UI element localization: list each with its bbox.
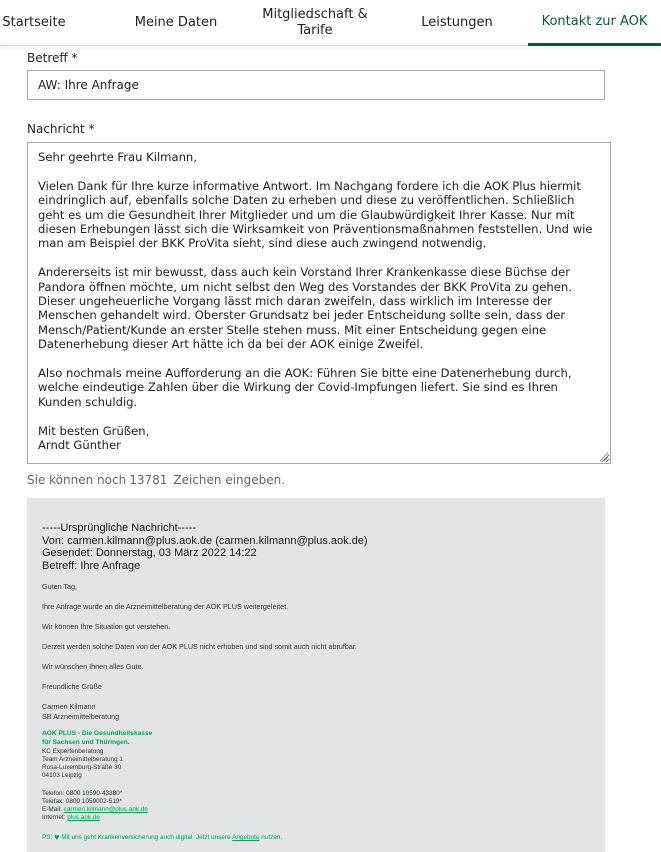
- mail-greeting: Guten Tag,: [42, 582, 78, 591]
- address-line: Team Arzneimittelberatung 1: [42, 756, 123, 763]
- main-navigation: [0, 0, 661, 46]
- angebote-link[interactable]: Angebote: [232, 834, 260, 841]
- counter-value: 13781: [129, 473, 168, 487]
- original-sent: Gesendet: Donnerstag, 03 März 2022 14:22: [42, 547, 257, 559]
- quoted-original-message: [27, 498, 605, 852]
- internet-prefix: Internet:: [42, 814, 66, 821]
- fax: Telefax: 0800 1059002-519*: [42, 798, 122, 805]
- tab-mitgliedschaft-tarife[interactable]: Mitgliedschaft & Tarife: [262, 7, 368, 38]
- message-paragraph: Mit besten Grüßen, Arndt Günther: [38, 423, 150, 453]
- message-paragraph: Andererseits ist mir bewusst, dass auch kein Vorstand Ihrer Krankenkasse diese Büchse der Pandora öffnen möchte, um nicht selbst den Weg des Vorstandes der BKK ProVita zu gehen. Dieser ungeheuerliche Vorgang lässt mich daran zweifeln, dass wirklich im Interesse der Menschen gehandelt wird. Oberster Grundsatz bei jeder Entscheidung sollte sein, dass der Mensch/Patient/Kunde an erster Stelle stehen muss. Mit einer Entscheidung gegen eine Datenerhebung dieser Art hätte ich da bei der AOK einige Zweifel.: [38, 265, 572, 352]
- sender-name: Carmen Kilmann: [42, 702, 96, 711]
- character-counter: [27, 473, 285, 487]
- original-from: Von: carmen.kilmann@plus.aok.de (carmen.kilmann@plus.aok.de): [42, 534, 368, 547]
- address-line: Rosa-Luxemburg-Straße 30: [42, 764, 122, 771]
- internet-link[interactable]: plus.aok.de: [67, 814, 100, 821]
- email-link[interactable]: carmen.kilmann@plus.aok.de: [63, 806, 148, 813]
- ps-line: [42, 832, 282, 842]
- heart-icon: ♥: [54, 832, 60, 842]
- tab-meine-daten[interactable]: Meine Daten: [134, 15, 218, 30]
- message-paragraph: Vielen Dank für Ihre kurze informative Antwort. Im Nachgang fordere ich die AOK Plus hiermit eindringlich auf, ebenfalls solche Daten zu erheben und diese zu veröffentlichen. Schließlich geht es um die Gesundheit Ihrer Mitglieder und um die Glaubwürdigkeit Ihrer Kasse. Nur mit diesen Erhebungen lässt sich die Wirksamkeit von Präventionsmaßnahmen feststellen. Und wie man am Beispiel der BKK ProVita sieht, sind diese auch zwingend notwendig.: [38, 178, 593, 251]
- org-name: AOK PLUS - Die Gesundheitskasse: [42, 730, 153, 737]
- message-paragraph: Sehr geehrte Frau Kilmann,: [38, 150, 197, 164]
- internet-line: [42, 814, 100, 821]
- original-separator: -----Ursprüngliche Nachricht-----: [42, 522, 197, 534]
- mail-line: Wir können Ihre Situation gut verstehen.: [42, 622, 171, 631]
- message-textarea[interactable]: [27, 142, 611, 464]
- subject-label: Betreff *: [27, 51, 78, 65]
- mail-closing: Freundliche Grüße: [42, 682, 102, 691]
- sender-department: SB Arzneimittelberatung: [42, 712, 120, 721]
- tab-leistungen[interactable]: Leistungen: [421, 15, 493, 30]
- mail-line: Ihre Anfrage wurde an die Arzneimittelberatung der AOK PLUS weitergeleitet.: [42, 602, 289, 611]
- counter-suffix: Zeichen eingeben.: [173, 473, 286, 487]
- subject-input[interactable]: [27, 70, 605, 100]
- resize-handle-icon[interactable]: [598, 451, 609, 462]
- org-region: für Sachsen und Thüringen.: [42, 739, 130, 746]
- tab-startseite[interactable]: Startseite: [2, 15, 66, 30]
- address-line: KC Expertenberatung: [42, 748, 104, 755]
- mail-line: Derzeit werden solche Daten von der AOK PLUS nicht erhoben und sind somit auch nicht abrufbar.: [42, 642, 357, 651]
- message-label: Nachricht *: [27, 122, 95, 136]
- address-line: 04103 Leipzig: [42, 772, 82, 779]
- ps-prefix: PS:: [42, 834, 53, 841]
- phone: Telefon: 0800 10590-43380*: [42, 790, 123, 797]
- email-prefix: E-Mail:: [42, 806, 62, 813]
- mail-line: Wir wünschen Ihnen alles Gute.: [42, 662, 144, 671]
- original-header: [42, 522, 368, 572]
- email-line: [42, 806, 148, 813]
- original-subject: Betreff: Ihre Anfrage: [42, 559, 141, 572]
- ps-text: Mit uns geht Krankenversicherung auch digital. Jetzt unsere: [61, 834, 231, 841]
- tab-kontakt-zur-aok[interactable]: Kontakt zur AOK: [528, 0, 661, 46]
- ps-suffix: nutzen.: [261, 834, 283, 841]
- counter-prefix: Sie können noch: [27, 473, 127, 487]
- message-paragraph: Also nochmals meine Aufforderung an die AOK: Führen Sie bitte eine Datenerhebung durch, welche eindeutige Zahlen über die Wirkung der Covid-Impfungen liefert. Sie sind es Ihren Kunden schuldig.: [38, 366, 572, 409]
